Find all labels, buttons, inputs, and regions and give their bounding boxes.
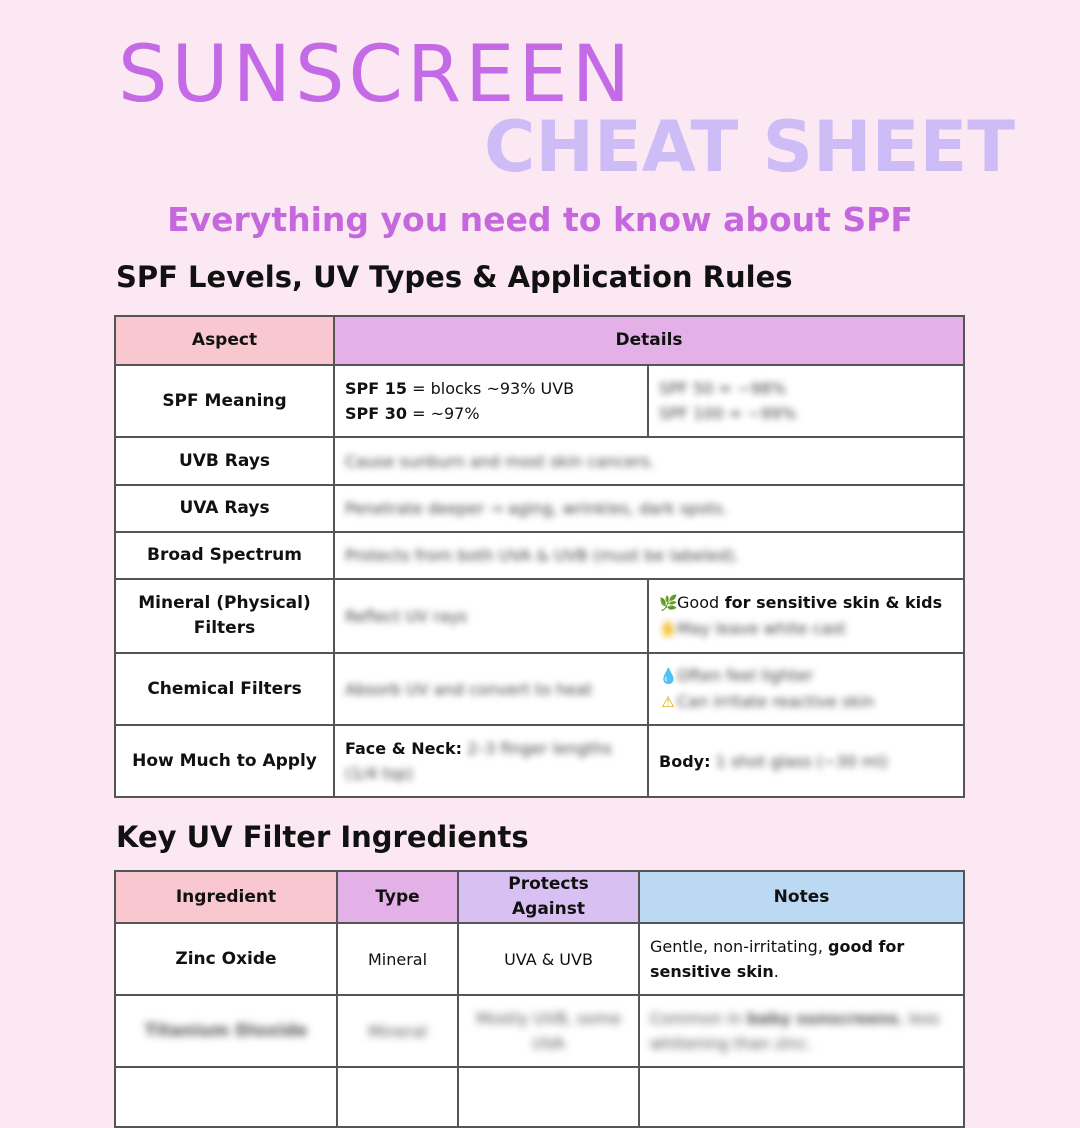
mineral-note-cast <box>659 616 953 642</box>
spf-table <box>114 315 965 798</box>
blurred-text: Reflect UV rays <box>345 606 468 626</box>
table-row-titanium-dioxide <box>115 995 964 1067</box>
notes-bold: baby sunscreens <box>746 1009 899 1028</box>
blurred-text: 2–3 finger lengths (1/4 tsp) <box>345 739 612 783</box>
good-detail: for sensitive skin & kids <box>719 593 943 612</box>
spf30-value: = ~97% <box>407 404 480 423</box>
blurred-text: Can irritate reactive skin <box>677 692 875 711</box>
header-notes: Notes <box>639 871 964 923</box>
how-much-body <box>648 725 964 797</box>
how-much-face <box>334 725 648 797</box>
table-row-broad-spectrum <box>115 532 964 579</box>
warning-icon: ⚠ <box>661 693 675 711</box>
blurred-text: Often feel lighter <box>677 666 814 685</box>
blurred-text: Penetrate deeper → aging, wrinkles, dark spots. <box>345 499 728 518</box>
empty-cell <box>337 1067 458 1127</box>
ingredients-table <box>114 870 965 1128</box>
ingredient-name: Zinc Oxide <box>115 923 337 995</box>
empty-cell <box>639 1067 964 1127</box>
ingredient-type: Mineral <box>337 923 458 995</box>
mineral-details <box>334 579 648 653</box>
header-details: Details <box>334 316 964 365</box>
title-sunscreen: SUNSCREEN <box>118 30 635 120</box>
body-label: Body: <box>659 751 711 771</box>
table-row-zinc-oxide <box>115 923 964 995</box>
spf-meaning-blurred <box>648 365 964 437</box>
table-row-uva <box>115 485 964 532</box>
droplet-icon: 💧 <box>659 667 678 685</box>
herb-icon: 🌿 <box>659 594 678 612</box>
row-label: UVB Rays <box>115 437 334 485</box>
table-row-mineral <box>115 579 964 653</box>
spf15-line <box>345 376 637 401</box>
good-word: Good <box>677 593 720 612</box>
table-row-spf-meaning <box>115 365 964 437</box>
table-header-row <box>115 316 964 365</box>
uva-details <box>334 485 964 532</box>
blurred-text: Cause sunburn and most skin cancers. <box>345 451 655 471</box>
row-label: Chemical Filters <box>115 653 334 725</box>
table-row-partial <box>115 1067 964 1127</box>
blurred-text: SPF 50 = ~98% <box>659 379 786 398</box>
notes-text: Gentle, non-irritating, <box>650 937 828 956</box>
blurred-text: May leave white cast <box>677 619 846 638</box>
notes-text: Common in <box>650 1009 747 1028</box>
spf15-label: SPF 15 <box>345 379 408 398</box>
notes-bold: good for sensitive skin <box>650 937 905 981</box>
subtitle: Everything you need to know about SPF <box>167 200 913 239</box>
mineral-notes <box>648 579 964 653</box>
empty-cell <box>115 1067 337 1127</box>
chemical-notes <box>648 653 964 725</box>
blurred-text: SPF 100 = ~99% <box>659 404 797 423</box>
section-heading-ingredients: Key UV Filter Ingredients <box>116 820 529 854</box>
header-protects-against: Protects Against <box>458 871 639 923</box>
row-label: Mineral (Physical) Filters <box>115 579 334 653</box>
table-header-row <box>115 871 964 923</box>
chemical-details <box>334 653 648 725</box>
ingredient-notes <box>639 923 964 995</box>
chemical-note-1 <box>659 663 953 689</box>
spf30-line <box>345 401 637 426</box>
notes-end: , less whitening than zinc. <box>650 1009 940 1053</box>
face-label: Face & Neck: <box>345 739 462 758</box>
section-heading-spf-levels: SPF Levels, UV Types & Application Rules <box>116 260 793 294</box>
uvb-details <box>334 437 964 485</box>
blurred-text: Titanium Dioxide <box>144 1020 308 1041</box>
blurred-text: 1 shot glass (~30 ml) <box>715 751 888 771</box>
ingredient-protects: UVA & UVB <box>458 923 639 995</box>
title-cheat-sheet: CHEAT SHEET <box>484 106 1016 188</box>
ingredient-protects <box>458 995 639 1067</box>
row-label: UVA Rays <box>115 485 334 532</box>
header-ingredient: Ingredient <box>115 871 337 923</box>
broad-details <box>334 532 964 579</box>
blurred-text <box>650 1009 940 1053</box>
blurred-text: Mostly UVB, some UVA <box>476 1009 621 1053</box>
spf15-value: = blocks ~93% UVB <box>407 379 575 398</box>
row-label: How Much to Apply <box>115 725 334 797</box>
blurred-text: Absorb UV and convert to heat <box>345 679 593 699</box>
spf30-label: SPF 30 <box>345 404 408 423</box>
header-type: Type <box>337 871 458 923</box>
mineral-note-good <box>659 590 953 616</box>
row-label: SPF Meaning <box>115 365 334 437</box>
header-aspect: Aspect <box>115 316 334 365</box>
table-row-uvb <box>115 437 964 485</box>
row-label: Broad Spectrum <box>115 532 334 579</box>
empty-cell <box>458 1067 639 1127</box>
ingredient-type <box>337 995 458 1067</box>
ingredient-notes <box>639 995 964 1067</box>
hand-icon: ✋ <box>659 620 678 638</box>
notes-end: . <box>773 962 779 981</box>
spf-meaning-details <box>334 365 648 437</box>
ingredient-name <box>115 995 337 1067</box>
chemical-note-2 <box>659 689 953 715</box>
table-row-how-much <box>115 725 964 797</box>
blurred-text: Mineral <box>367 1021 428 1041</box>
blurred-text: Protects from both UVA & UVB (must be labeled). <box>345 546 740 565</box>
table-row-chemical <box>115 653 964 725</box>
